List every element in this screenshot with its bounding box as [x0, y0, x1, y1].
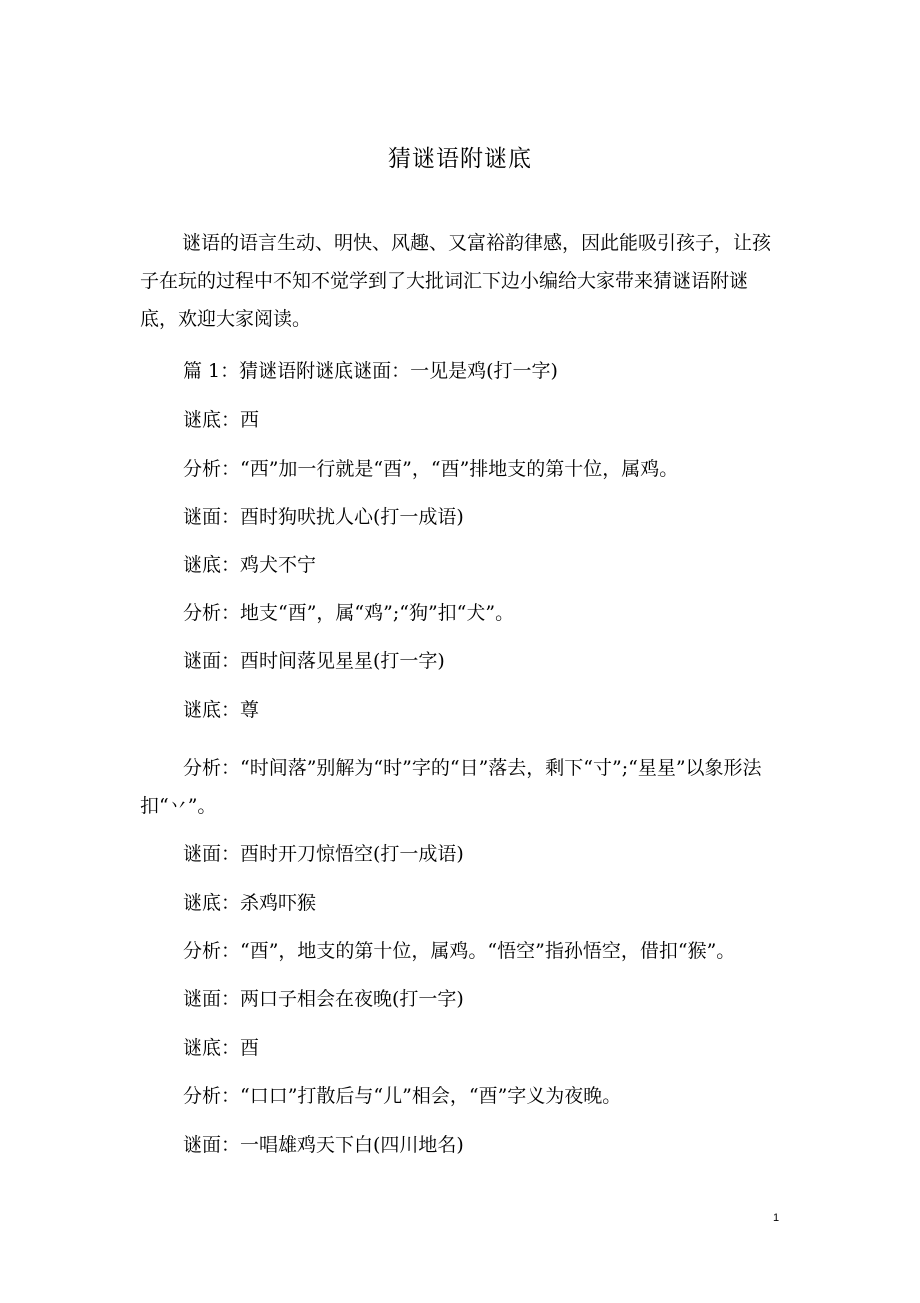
text-line: 谜底：鸡犬不宁 — [183, 554, 317, 576]
page-number: 1 — [773, 1212, 780, 1224]
text-line: 谜底：酉 — [183, 1037, 260, 1059]
text-line: 谜面：酉时狗吠扰人心(打一成语) — [183, 506, 464, 528]
text-line: 分析：“西”加一行就是“酉”，“酉”排地支的第十位，属鸡。 — [183, 458, 679, 480]
text-line: 谜面：一唱雄鸡天下白(四川地名) — [183, 1134, 464, 1156]
text-line: 谜面：酉时间落见星星(打一字) — [183, 650, 445, 672]
analysis-paragraph: 分析：“时间落”别解为“时”字的“日”落去，剩下“寸”;“星星”以象形法扣“丷”。 — [140, 757, 762, 817]
text-line: 谜面：两口子相会在夜晚(打一字) — [183, 988, 464, 1010]
text-line: 谜面：酉时开刀惊悟空(打一成语) — [183, 843, 464, 865]
text-line: 分析：“口口”打散后与“儿”相会，“酉”字义为夜晚。 — [183, 1085, 622, 1107]
text-line: 分析：“酉”，地支的第十位，属鸡。“悟空”指孙悟空，借扣“猴”。 — [183, 940, 736, 962]
text-line: 篇 1：猜谜语附谜底谜面：一见是鸡(打一字) — [183, 360, 558, 382]
text-line: 分析：地支“酉”，属“鸡”;“狗”扣“犬”。 — [183, 602, 515, 624]
intro-paragraph: 谜语的语言生动、明快、风趣、又富裕韵律感，因此能吸引孩子，让孩子在玩的过程中不知不觉学到了大批词汇下边小编给大家带来猜谜语附谜底，欢迎大家阅读。 — [140, 232, 772, 330]
text-line: 谜底：西 — [183, 409, 260, 431]
text-line: 谜底：杀鸡吓猴 — [183, 892, 317, 914]
document-title: 猜谜语附谜底 — [388, 146, 532, 172]
text-line: 谜底：尊 — [183, 699, 260, 721]
